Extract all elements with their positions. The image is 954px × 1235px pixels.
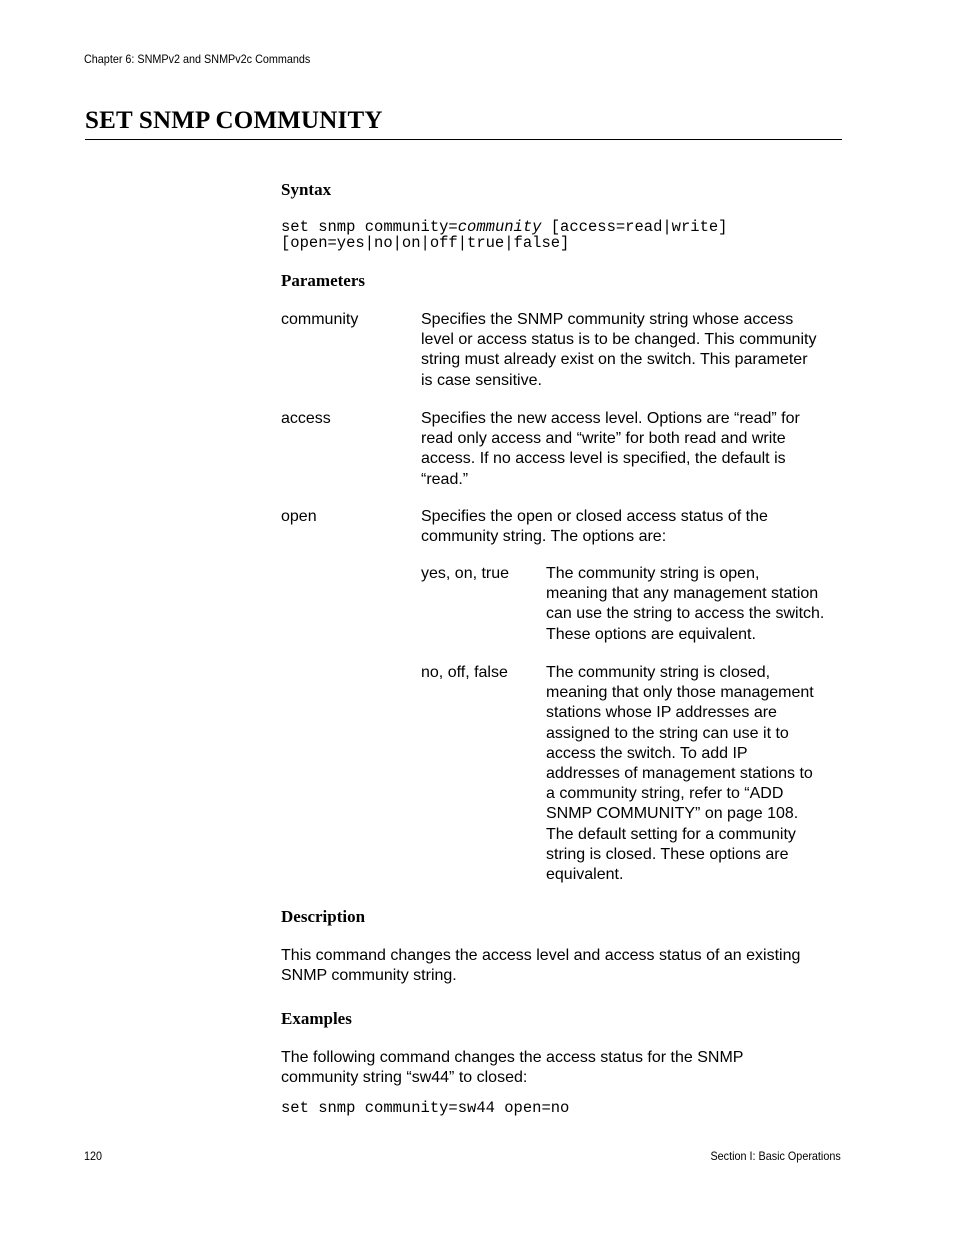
paragraph-line: community string “sw44” to closed: bbox=[281, 1069, 528, 1087]
def-line: level or access status is to be changed. This community bbox=[421, 331, 817, 349]
param-def-access bbox=[421, 409, 800, 490]
examples-heading: Examples bbox=[281, 1009, 352, 1028]
def-line: community string. The options are: bbox=[421, 528, 667, 546]
syntax-line-1 bbox=[281, 219, 727, 235]
param-term-open: open bbox=[281, 508, 317, 525]
chapter-header: Chapter 6: SNMPv2 and SNMPv2c Commands bbox=[84, 52, 311, 66]
def-line: string must already exist on the switch. This parameter bbox=[421, 351, 808, 369]
page-title: SET SNMP COMMUNITY bbox=[85, 107, 383, 134]
def-line: meaning that only those management bbox=[546, 684, 814, 702]
def-line: Specifies the new access level. Options are “read” for bbox=[421, 410, 800, 427]
def-line: read only access and “write” for both read and write bbox=[421, 430, 786, 448]
def-line: stations whose IP addresses are bbox=[546, 704, 777, 722]
def-line: access. If no access level is specified, the default is bbox=[421, 450, 786, 468]
def-line: assigned to the string can use it to bbox=[546, 724, 789, 742]
def-line: addresses of management stations to bbox=[546, 765, 813, 783]
paragraph-line: SNMP community string. bbox=[281, 967, 457, 985]
def-line: These options are equivalent. bbox=[546, 625, 756, 643]
footer-section: Section I: Basic Operations bbox=[710, 1149, 841, 1163]
param-term-access: access bbox=[281, 410, 331, 427]
def-line: equivalent. bbox=[546, 866, 624, 884]
syntax-prefix: set snmp community= bbox=[281, 218, 458, 236]
paragraph-line: This command changes the access level and access status of an existing bbox=[281, 947, 801, 964]
paragraph-line: The following command changes the access status for the SNMP bbox=[281, 1049, 744, 1066]
examples-text bbox=[281, 1048, 743, 1088]
syntax-arg: community bbox=[457, 218, 542, 236]
option-def-closed bbox=[546, 663, 814, 885]
description-heading: Description bbox=[281, 907, 366, 926]
def-line: The community string is closed, bbox=[546, 664, 771, 681]
def-line: is case sensitive. bbox=[421, 371, 542, 389]
option-term-closed: no, off, false bbox=[421, 664, 508, 681]
def-line: Specifies the open or closed access status of the bbox=[421, 508, 768, 525]
syntax-suffix: [access=read|write] bbox=[541, 218, 728, 236]
def-line: “read.” bbox=[421, 470, 469, 488]
page-number: 120 bbox=[84, 1149, 103, 1163]
def-line: meaning that any management station bbox=[546, 585, 819, 603]
param-def-community bbox=[421, 310, 816, 391]
param-term-community: community bbox=[281, 311, 359, 328]
def-line: Specifies the SNMP community string whose access bbox=[421, 311, 794, 328]
description-text bbox=[281, 946, 800, 986]
parameters-heading: Parameters bbox=[281, 271, 366, 290]
def-line: access the switch. To add IP bbox=[546, 744, 748, 762]
param-def-open bbox=[421, 507, 768, 547]
def-line: The community string is open, bbox=[546, 565, 760, 582]
syntax-heading: Syntax bbox=[281, 180, 332, 199]
example-code: set snmp community=sw44 open=no bbox=[281, 1099, 570, 1117]
def-line: The default setting for a community bbox=[546, 825, 796, 843]
def-line: a community string, refer to “ADD bbox=[546, 785, 784, 803]
option-def-open bbox=[546, 564, 824, 645]
def-line: SNMP COMMUNITY” on page 108. bbox=[546, 805, 799, 823]
option-term-open: yes, on, true bbox=[421, 565, 510, 582]
syntax-line-2: [open=yes|no|on|off|true|false] bbox=[281, 234, 570, 252]
def-line: can use the string to access the switch. bbox=[546, 605, 825, 623]
def-line: string is closed. These options are bbox=[546, 845, 789, 863]
title-rule bbox=[85, 139, 842, 140]
